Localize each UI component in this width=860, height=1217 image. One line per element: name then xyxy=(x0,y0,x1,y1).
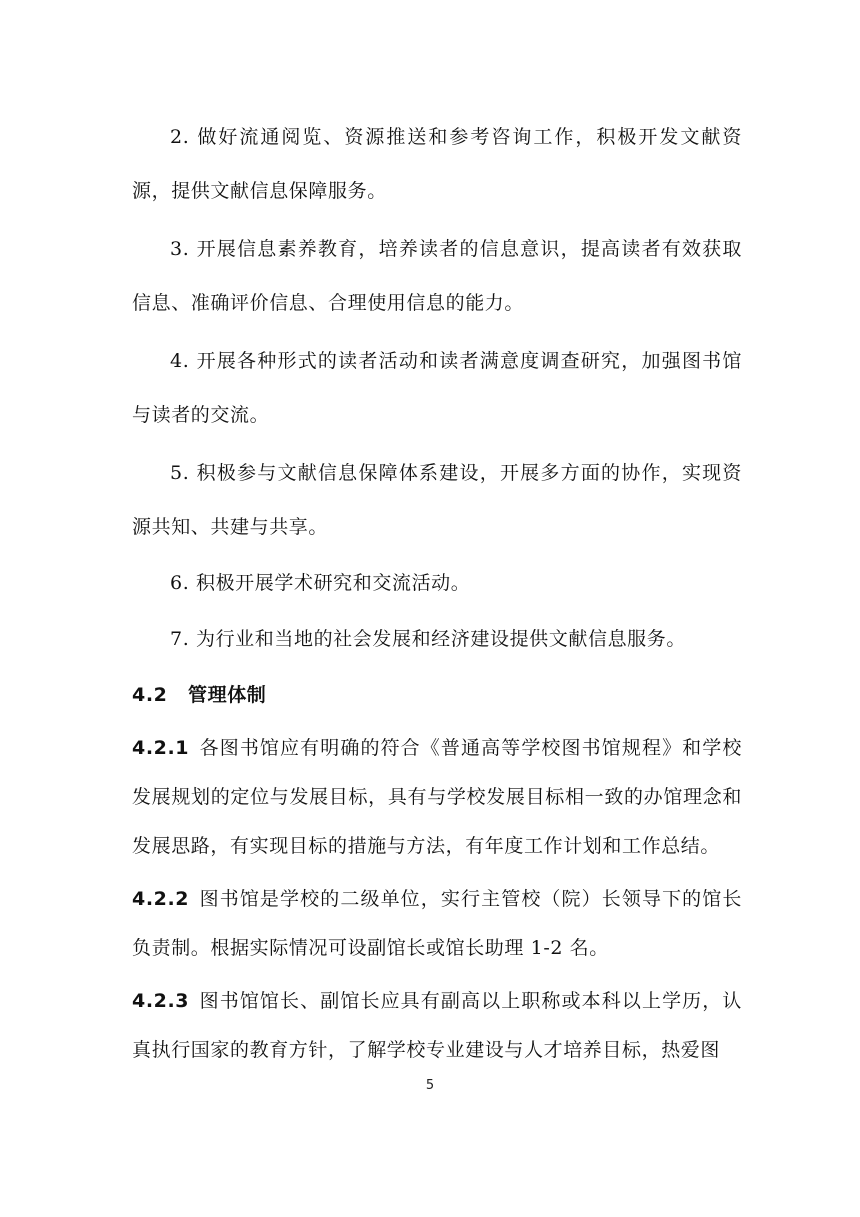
list-item-6: 6. 积极开展学术研究和交流活动。 xyxy=(170,572,471,594)
section-heading xyxy=(132,668,742,722)
clause-number: 4.2.1 xyxy=(132,737,190,759)
clause-text: 各图书馆应有明确的符合《普通高等学校图书馆规程》和学校发展规划的定位与发展目标，具有与学校发展目标相一致的办馆理念和发展思路，有实现目标的措施与方法，有年度工作计划和工作总结。 xyxy=(132,737,742,857)
clause-number: 4.2.3 xyxy=(132,990,190,1012)
clause-number: 4.2.2 xyxy=(132,888,190,910)
list-item-4: 4. 开展各种形式的读者活动和读者满意度调查研究，加强图书馆与读者的交流。 xyxy=(132,350,742,426)
clause-text: 图书馆是学校的二级单位，实行主管校（院）长领导下的馆长负责制。根据实际情况可设副馆长或馆长助理 1-2 名。 xyxy=(132,888,742,959)
clause-4-2-3 xyxy=(132,977,742,1075)
clause-4-2-2 xyxy=(132,875,742,973)
page-content xyxy=(132,110,742,1075)
list-item-3: 3. 开展信息素养教育，培养读者的信息意识，提高读者有效获取信息、准确评价信息、合理使用信息的能力。 xyxy=(132,238,742,314)
list-item-7: 7. 为行业和当地的社会发展和经济建设提供文献信息服务。 xyxy=(170,628,686,650)
page-number: 5 xyxy=(425,1078,435,1093)
list-item-2: 2. 做好流通阅览、资源推送和参考咨询工作，积极开发文献资源，提供文献信息保障服务。 xyxy=(132,126,742,202)
list-item-5: 5. 积极参与文献信息保障体系建设，开展多方面的协作，实现资源共知、共建与共享。 xyxy=(132,462,742,538)
clause-4-2-1 xyxy=(132,724,742,871)
clause-text: 图书馆馆长、副馆长应具有副高以上职称或本科以上学历，认真执行国家的教育方针，了解学校专业建设与人才培养目标，热爱图 xyxy=(132,990,742,1061)
section-number: 4.2 xyxy=(132,684,168,706)
section-title: 管理体制 xyxy=(188,684,267,706)
